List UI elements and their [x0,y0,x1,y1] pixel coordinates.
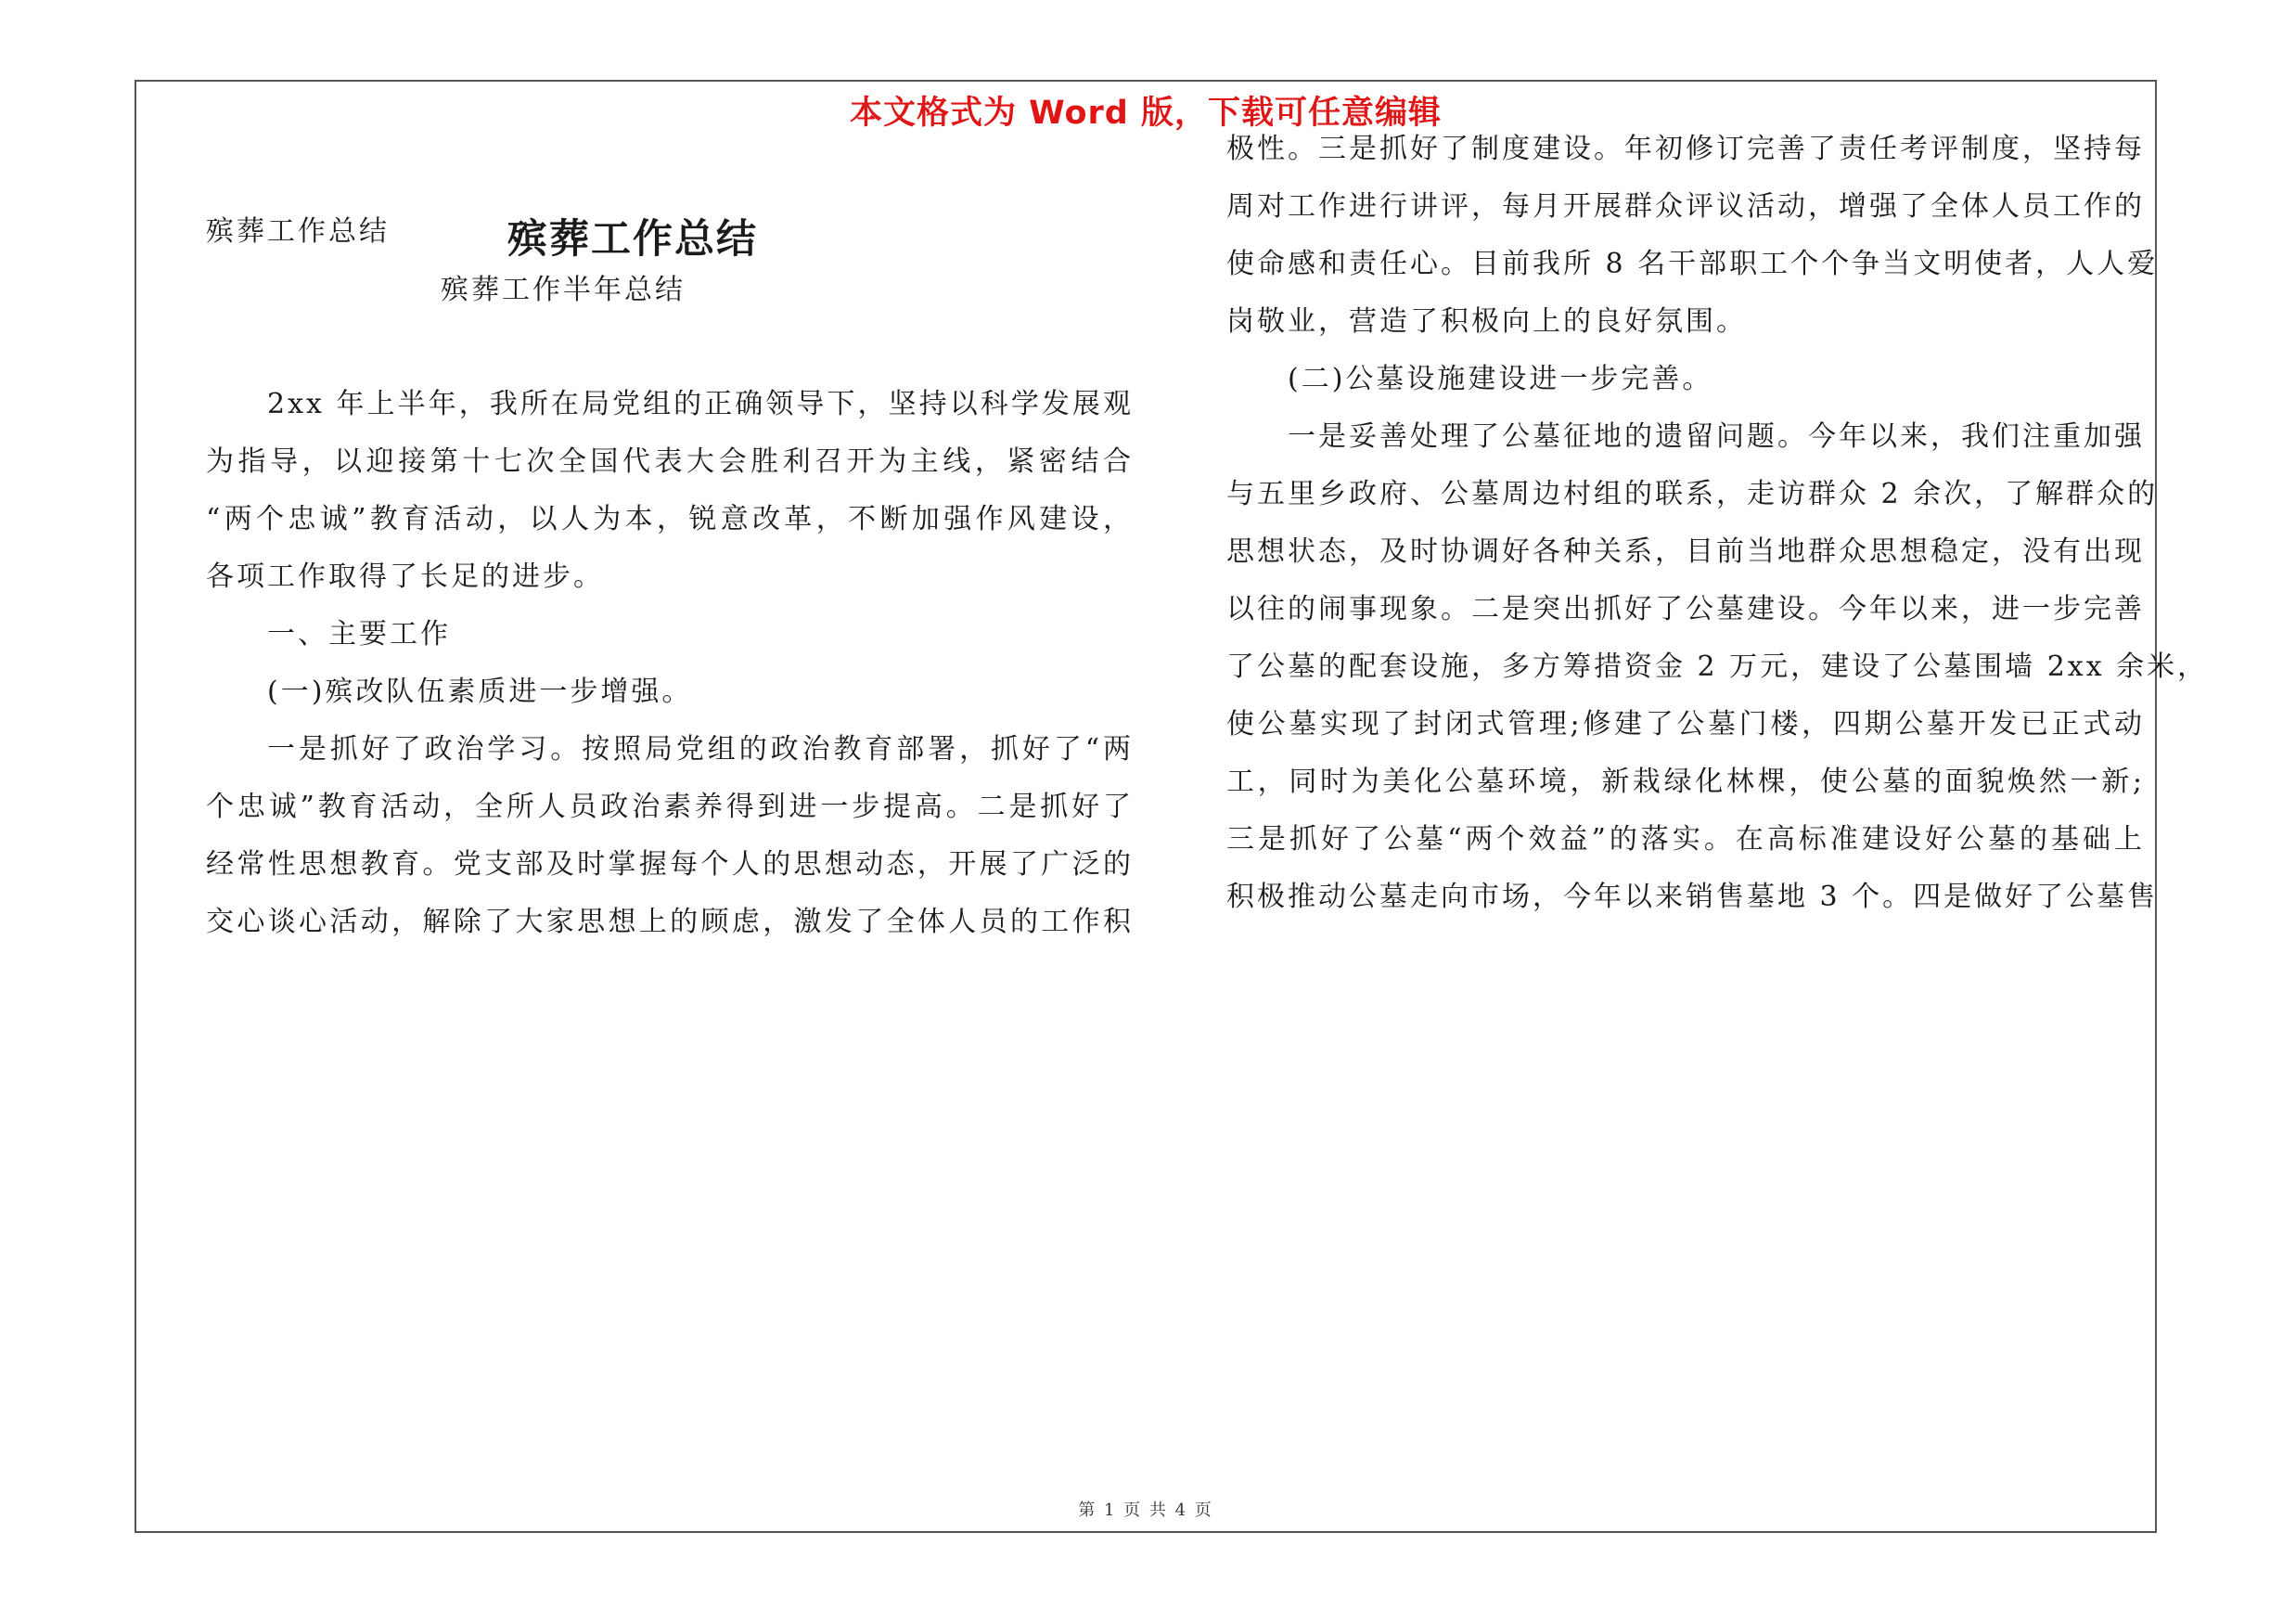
subtitle-line: 殡葬工作总结 [206,215,390,248]
text-line: 各项工作取得了长足的进步。 [206,560,604,593]
left-column [206,82,1134,1531]
text-line: (一)殡改队伍素质进一步增强。 [267,676,693,708]
section-heading: 殡葬工作半年总结 [441,274,686,306]
text-line: 为指导，以迎接第十七次全国代表大会胜利召开为主线，紧密结合 [206,445,1134,478]
text-line: 一、主要工作 [267,618,451,650]
document-title: 殡葬工作总结 [507,216,758,263]
text-line: 思想状态，及时协调好各种关系，目前当地群众思想稳定，没有出现 [1226,535,2145,568]
text-line: 一是抓好了政治学习。按照局党组的政治教育部署，抓好了“两 [267,733,1134,766]
page-frame [135,80,2209,1533]
text-line: 以往的闹事现象。二是突出抓好了公墓建设。今年以来，进一步完善 [1226,593,2145,625]
text-line: (二)公墓设施建设进一步完善。 [1288,363,1713,395]
text-line: 周对工作进行讲评，每月开展群众评议活动，增强了全体人员工作的 [1226,190,2145,223]
text-line: 2xx 年上半年，我所在局党组的正确领导下，坚持以科学发展观 [267,388,1134,420]
text-line: 使公墓实现了封闭式管理;修建了公墓门楼，四期公墓开发已正式动 [1226,708,2145,741]
text-line: 与五里乡政府、公墓周边村组的联系，走访群众 2 余次，了解群众的 [1226,478,2159,510]
text-line: “两个忠诚”教育活动，以人为本，锐意改革，不断加强作风建设， [206,503,1134,535]
text-line: 了公墓的配套设施，多方筹措资金 2 万元，建设了公墓围墙 2xx 余米， [1226,650,2209,683]
text-line: 积极推动公墓走向市场，今年以来销售墓地 3 个。四是做好了公墓售 [1226,881,2159,913]
page-number: 第 1 页 共 4 页 [1078,1501,1213,1520]
text-line: 岗敬业，营造了积极向上的良好氛围。 [1226,305,1747,338]
text-line: 个忠诚”教育活动，全所人员政治素养得到进一步提高。二是抓好了 [206,791,1134,823]
right-column [1226,82,2209,1531]
format-banner: 本文格式为 Word 版，下载可任意编辑 [849,95,1443,132]
text-line: 使命感和责任心。目前我所 8 名干部职工个个争当文明使者，人人爱 [1226,248,2159,280]
text-line: 极性。三是抓好了制度建设。年初修订完善了责任考评制度，坚持每 [1226,133,2145,165]
text-line: 经常性思想教育。党支部及时掌握每个人的思想动态，开展了广泛的 [206,848,1134,881]
text-line: 一是妥善处理了公墓征地的遗留问题。今年以来，我们注重加强 [1288,420,2145,453]
text-line: 交心谈心活动，解除了大家思想上的顾虑，激发了全体人员的工作积 [206,906,1134,938]
text-line: 工，同时为美化公墓环境，新栽绿化林棵，使公墓的面貌焕然一新; [1226,766,2145,798]
text-line: 三是抓好了公墓“两个效益”的落实。在高标准建设好公墓的基础上 [1226,823,2145,856]
